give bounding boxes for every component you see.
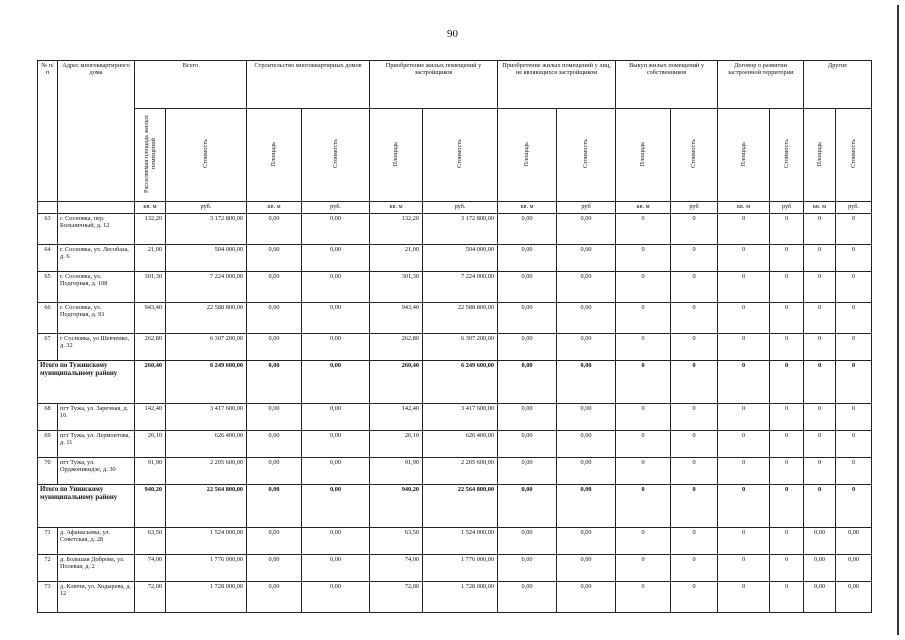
value-cell: 1 524 000,00 xyxy=(166,528,247,555)
address-cell: г. Сосновка, ул. Подгорная, д. 93 xyxy=(58,303,135,334)
units-row xyxy=(38,202,872,214)
sub-header-area: Площадь xyxy=(718,109,770,202)
unit-cell: руб xyxy=(770,202,804,214)
unit-cell: кв. м xyxy=(804,202,836,214)
row-number: 67 xyxy=(38,334,58,361)
value-cell: 0 xyxy=(718,485,770,528)
table-row xyxy=(38,272,872,303)
value-cell: 301,30 xyxy=(135,272,166,303)
address-cell: г. Сосновка, ул. Подгорная, д. 108 xyxy=(58,272,135,303)
value-cell: 0 xyxy=(770,404,804,431)
group-header-row xyxy=(38,61,872,109)
value-cell: 0 xyxy=(718,458,770,485)
value-cell: 91,90 xyxy=(135,458,166,485)
value-cell: 0 xyxy=(718,303,770,334)
group-nondeveloper-purchase-header: Приобретение жилых помещений у лиц, не являющихся застройщиком xyxy=(498,61,616,109)
value-cell: 0,00 xyxy=(804,582,836,613)
sub-header-row xyxy=(38,109,872,202)
sub-header-area: Площадь xyxy=(804,109,836,202)
row-number: 68 xyxy=(38,404,58,431)
value-cell: 0,00 xyxy=(247,485,302,528)
value-cell: 0 xyxy=(804,458,836,485)
value-cell: 0 xyxy=(718,404,770,431)
sub-header-cost: Стоимость xyxy=(423,109,498,202)
value-cell: 7 224 000,00 xyxy=(166,272,247,303)
value-cell: 0,00 xyxy=(247,582,302,613)
value-cell: 0 xyxy=(616,361,671,404)
table-row xyxy=(38,555,872,582)
value-cell: 0,00 xyxy=(557,555,616,582)
sub-header-cost: Стоимость xyxy=(166,109,247,202)
value-cell: 0,00 xyxy=(836,528,872,555)
district-total-row xyxy=(38,485,872,528)
value-cell: 0 xyxy=(770,582,804,613)
value-cell: 0 xyxy=(671,485,718,528)
value-cell: 504 000,00 xyxy=(166,245,247,272)
value-cell: 132,20 xyxy=(370,214,423,245)
value-cell: 0 xyxy=(671,245,718,272)
value-cell: 0 xyxy=(671,528,718,555)
unit-cell: руб. xyxy=(302,202,370,214)
unit-cell: кв. м xyxy=(616,202,671,214)
value-cell: 0,00 xyxy=(247,361,302,404)
value-cell: 74,00 xyxy=(370,555,423,582)
value-cell: 6 307 200,00 xyxy=(166,334,247,361)
value-cell: 3 417 600,00 xyxy=(166,404,247,431)
address-cell: д. Афанасьевы, ул. Советская, д. 28 xyxy=(58,528,135,555)
value-cell: 0 xyxy=(770,214,804,245)
table-row xyxy=(38,303,872,334)
value-cell: 0 xyxy=(770,485,804,528)
value-cell: 0 xyxy=(616,431,671,458)
value-cell: 0 xyxy=(671,404,718,431)
value-cell: 3 417 600,00 xyxy=(423,404,498,431)
row-number: 63 xyxy=(38,214,58,245)
value-cell: 0 xyxy=(804,334,836,361)
value-cell: 0 xyxy=(671,272,718,303)
value-cell: 0,00 xyxy=(247,528,302,555)
value-cell: 0 xyxy=(836,458,872,485)
sub-header-area: Площадь xyxy=(370,109,423,202)
value-cell: 63,50 xyxy=(370,528,423,555)
sub-header-cost: Стоимость xyxy=(770,109,804,202)
value-cell: 72,00 xyxy=(370,582,423,613)
value-cell: 0,00 xyxy=(557,404,616,431)
row-number: 72 xyxy=(38,555,58,582)
value-cell: 0,00 xyxy=(302,272,370,303)
value-cell: 3 172 800,00 xyxy=(423,214,498,245)
value-cell: 0 xyxy=(616,582,671,613)
value-cell: 26,10 xyxy=(135,431,166,458)
value-cell: 0 xyxy=(616,245,671,272)
value-cell: 1 524 000,00 xyxy=(423,528,498,555)
value-cell: 0 xyxy=(836,334,872,361)
value-cell: 0 xyxy=(616,485,671,528)
table-row xyxy=(38,245,872,272)
address-cell: д. Большая Доброва, ул. Полевая, д. 2 xyxy=(58,555,135,582)
sub-header-cost: Стоимость xyxy=(302,109,370,202)
value-cell: 2 205 600,00 xyxy=(423,458,498,485)
value-cell: 0 xyxy=(836,431,872,458)
value-cell: 0,00 xyxy=(557,361,616,404)
value-cell: 0,00 xyxy=(302,582,370,613)
value-cell: 142,40 xyxy=(135,404,166,431)
address-cell: пгт Тужа, ул. Заречная, д. 16 xyxy=(58,404,135,431)
value-cell: 0 xyxy=(616,303,671,334)
group-total-header: Всего xyxy=(135,61,247,109)
group-owner-buyout-header: Выкуп жилых помещений у собственников xyxy=(616,61,718,109)
value-cell: 0,00 xyxy=(557,528,616,555)
unit-cell: руб. xyxy=(423,202,498,214)
address-cell: г Сосновка, ул Шевченко, д. 32 xyxy=(58,334,135,361)
row-number: 69 xyxy=(38,431,58,458)
value-cell: 2 205 600,00 xyxy=(166,458,247,485)
page-edge-rule xyxy=(897,5,899,635)
value-cell: 0 xyxy=(718,361,770,404)
value-cell: 74,00 xyxy=(135,555,166,582)
value-cell: 0,00 xyxy=(498,528,557,555)
value-cell: 0,00 xyxy=(498,272,557,303)
unit-cell: руб xyxy=(557,202,616,214)
value-cell: 0 xyxy=(718,431,770,458)
col-address-header: Адрес многоквартирного дома xyxy=(58,61,135,202)
table-row xyxy=(38,528,872,555)
value-cell: 260,40 xyxy=(135,361,166,404)
table-row xyxy=(38,214,872,245)
sub-header-cost: Стоимость xyxy=(836,109,872,202)
value-cell: 301,30 xyxy=(370,272,423,303)
value-cell: 26,10 xyxy=(370,431,423,458)
value-cell: 0,00 xyxy=(247,555,302,582)
value-cell: 0 xyxy=(836,361,872,404)
value-cell: 0 xyxy=(770,431,804,458)
unit-cell: руб. xyxy=(836,202,872,214)
value-cell: 0,00 xyxy=(498,404,557,431)
value-cell: 0 xyxy=(718,272,770,303)
table-row xyxy=(38,431,872,458)
value-cell: 0,00 xyxy=(557,214,616,245)
value-cell: 0,00 xyxy=(302,485,370,528)
value-cell: 0,00 xyxy=(302,361,370,404)
value-cell: 0 xyxy=(770,272,804,303)
value-cell: 0,00 xyxy=(557,272,616,303)
page-number: 90 xyxy=(447,28,458,40)
value-cell: 7 224 000,00 xyxy=(423,272,498,303)
value-cell: 72,00 xyxy=(135,582,166,613)
row-number: 70 xyxy=(38,458,58,485)
value-cell: 0,00 xyxy=(247,431,302,458)
group-territory-development-header: Договор о развитии застроенной территории xyxy=(718,61,804,109)
value-cell: 0 xyxy=(616,555,671,582)
value-cell: 0 xyxy=(804,431,836,458)
value-cell: 0,00 xyxy=(498,458,557,485)
total-label: Итого по Унинскому муниципальному району xyxy=(38,485,135,528)
value-cell: 6 249 600,00 xyxy=(423,361,498,404)
value-cell: 0 xyxy=(671,458,718,485)
unit-cell: кв. м xyxy=(370,202,423,214)
value-cell: 0 xyxy=(804,245,836,272)
value-cell: 0,00 xyxy=(557,458,616,485)
value-cell: 0 xyxy=(770,245,804,272)
value-cell: 0 xyxy=(836,245,872,272)
group-developer-purchase-header: Приобретение жилых помещений у застройщиков xyxy=(370,61,498,109)
value-cell: 1 776 000,00 xyxy=(423,555,498,582)
value-cell: 0 xyxy=(770,555,804,582)
value-cell: 0 xyxy=(836,303,872,334)
value-cell: 0 xyxy=(616,334,671,361)
value-cell: 0,00 xyxy=(557,431,616,458)
value-cell: 0 xyxy=(616,272,671,303)
value-cell: 0,00 xyxy=(247,334,302,361)
value-cell: 0 xyxy=(671,214,718,245)
value-cell: 0 xyxy=(804,404,836,431)
value-cell: 0 xyxy=(671,555,718,582)
value-cell: 262,80 xyxy=(370,334,423,361)
value-cell: 0 xyxy=(804,214,836,245)
value-cell: 0 xyxy=(718,528,770,555)
value-cell: 0 xyxy=(836,404,872,431)
value-cell: 0 xyxy=(616,458,671,485)
value-cell: 0 xyxy=(836,485,872,528)
value-cell: 0,00 xyxy=(302,555,370,582)
sub-header-resettled-area: Расселяемая площадь жилых помещений xyxy=(135,109,166,202)
value-cell: 0 xyxy=(616,404,671,431)
value-cell: 21,00 xyxy=(370,245,423,272)
value-cell: 0,00 xyxy=(247,245,302,272)
value-cell: 0,00 xyxy=(836,555,872,582)
sub-header-area: Площадь xyxy=(616,109,671,202)
address-cell: д. Ключи, ул. Ходырева, д. 12 xyxy=(58,582,135,613)
district-total-row xyxy=(38,361,872,404)
value-cell: 0 xyxy=(804,303,836,334)
row-number: 65 xyxy=(38,272,58,303)
value-cell: 0,00 xyxy=(498,582,557,613)
value-cell: 0 xyxy=(804,361,836,404)
value-cell: 0,00 xyxy=(302,214,370,245)
value-cell: 0,00 xyxy=(247,303,302,334)
value-cell: 0,00 xyxy=(498,334,557,361)
value-cell: 0,00 xyxy=(498,214,557,245)
value-cell: 0 xyxy=(671,334,718,361)
row-number: 71 xyxy=(38,528,58,555)
value-cell: 1 728 000,00 xyxy=(423,582,498,613)
sub-header-area: Площадь xyxy=(247,109,302,202)
value-cell: 142,40 xyxy=(370,404,423,431)
value-cell: 504 000,00 xyxy=(423,245,498,272)
group-other-header: Другие xyxy=(804,61,872,109)
address-cell: г. Сосновка, ул. Лесобаза, д. 6 xyxy=(58,245,135,272)
value-cell: 262,80 xyxy=(135,334,166,361)
value-cell: 626 400,00 xyxy=(166,431,247,458)
value-cell: 0,00 xyxy=(302,528,370,555)
value-cell: 0,00 xyxy=(302,458,370,485)
value-cell: 0,00 xyxy=(498,361,557,404)
unit-cell: кв. м xyxy=(135,202,166,214)
value-cell: 0 xyxy=(616,528,671,555)
value-cell: 63,50 xyxy=(135,528,166,555)
col-no-header: № п/п xyxy=(38,61,58,202)
value-cell: 22 564 800,00 xyxy=(423,485,498,528)
address-cell: пгт Тужа, ул. Орджоникидзе, д. 30 xyxy=(58,458,135,485)
value-cell: 132,20 xyxy=(135,214,166,245)
value-cell: 0 xyxy=(718,582,770,613)
value-cell: 0,00 xyxy=(557,582,616,613)
value-cell: 0,00 xyxy=(498,431,557,458)
value-cell: 0 xyxy=(671,582,718,613)
value-cell: 626 400,00 xyxy=(423,431,498,458)
value-cell: 0,00 xyxy=(557,303,616,334)
value-cell: 0,00 xyxy=(302,303,370,334)
value-cell: 0 xyxy=(616,214,671,245)
value-cell: 6 249 600,00 xyxy=(166,361,247,404)
value-cell: 22 588 800,00 xyxy=(166,303,247,334)
table-body xyxy=(38,214,872,613)
value-cell: 943,40 xyxy=(135,303,166,334)
value-cell: 0,00 xyxy=(804,555,836,582)
value-cell: 940,20 xyxy=(370,485,423,528)
value-cell: 0 xyxy=(671,361,718,404)
value-cell: 3 172 800,00 xyxy=(166,214,247,245)
value-cell: 0 xyxy=(836,272,872,303)
value-cell: 1 728 000,00 xyxy=(166,582,247,613)
value-cell: 0 xyxy=(770,334,804,361)
value-cell: 0,00 xyxy=(247,458,302,485)
group-construction-header: Строительство многоквартирных домов xyxy=(247,61,370,109)
sub-header-area: Площадь xyxy=(498,109,557,202)
value-cell: 0,00 xyxy=(836,582,872,613)
row-number: 64 xyxy=(38,245,58,272)
value-cell: 0,00 xyxy=(247,272,302,303)
value-cell: 0,00 xyxy=(302,334,370,361)
unit-cell: руб. xyxy=(166,202,247,214)
value-cell: 0 xyxy=(671,303,718,334)
value-cell: 91,90 xyxy=(370,458,423,485)
value-cell: 0,00 xyxy=(557,334,616,361)
value-cell: 0 xyxy=(770,528,804,555)
value-cell: 0 xyxy=(718,334,770,361)
value-cell: 0 xyxy=(770,458,804,485)
value-cell: 0,00 xyxy=(804,528,836,555)
value-cell: 6 307 200,00 xyxy=(423,334,498,361)
value-cell: 0,00 xyxy=(557,245,616,272)
unit-cell: кв. м xyxy=(718,202,770,214)
value-cell: 0 xyxy=(671,431,718,458)
value-cell: 0,00 xyxy=(302,404,370,431)
value-cell: 0,00 xyxy=(302,245,370,272)
row-number: 66 xyxy=(38,303,58,334)
value-cell: 0 xyxy=(718,555,770,582)
value-cell: 940,20 xyxy=(135,485,166,528)
value-cell: 22 564 800,00 xyxy=(166,485,247,528)
value-cell: 0 xyxy=(718,214,770,245)
table-row xyxy=(38,404,872,431)
sub-header-cost: Стоимость xyxy=(671,109,718,202)
value-cell: 0 xyxy=(804,485,836,528)
unit-cell: руб xyxy=(671,202,718,214)
value-cell: 1 776 000,00 xyxy=(166,555,247,582)
value-cell: 0,00 xyxy=(557,485,616,528)
address-cell: пгт Тужа, ул. Лермонтова, д. 11 xyxy=(58,431,135,458)
unit-cell: кв. м xyxy=(498,202,557,214)
value-cell: 0 xyxy=(718,245,770,272)
sub-header-cost: Стоимость xyxy=(557,109,616,202)
value-cell: 0 xyxy=(770,361,804,404)
row-number: 73 xyxy=(38,582,58,613)
table-row xyxy=(38,582,872,613)
value-cell: 0,00 xyxy=(247,404,302,431)
value-cell: 0,00 xyxy=(498,485,557,528)
value-cell: 21,00 xyxy=(135,245,166,272)
unit-cell: кв. м xyxy=(247,202,302,214)
value-cell: 0 xyxy=(804,272,836,303)
value-cell: 22 588 800,00 xyxy=(423,303,498,334)
value-cell: 0 xyxy=(836,214,872,245)
value-cell: 943,40 xyxy=(370,303,423,334)
value-cell: 0,00 xyxy=(247,214,302,245)
table-row xyxy=(38,334,872,361)
value-cell: 0,00 xyxy=(498,245,557,272)
address-cell: г. Сосновка, пер. Больничный, д. 12 xyxy=(58,214,135,245)
value-cell: 260,40 xyxy=(370,361,423,404)
value-cell: 0,00 xyxy=(498,303,557,334)
value-cell: 0,00 xyxy=(302,431,370,458)
resettlement-table xyxy=(37,60,872,613)
total-label: Итого по Тужинскому муниципальному району xyxy=(38,361,135,404)
value-cell: 0 xyxy=(770,303,804,334)
table-row xyxy=(38,458,872,485)
value-cell: 0,00 xyxy=(498,555,557,582)
